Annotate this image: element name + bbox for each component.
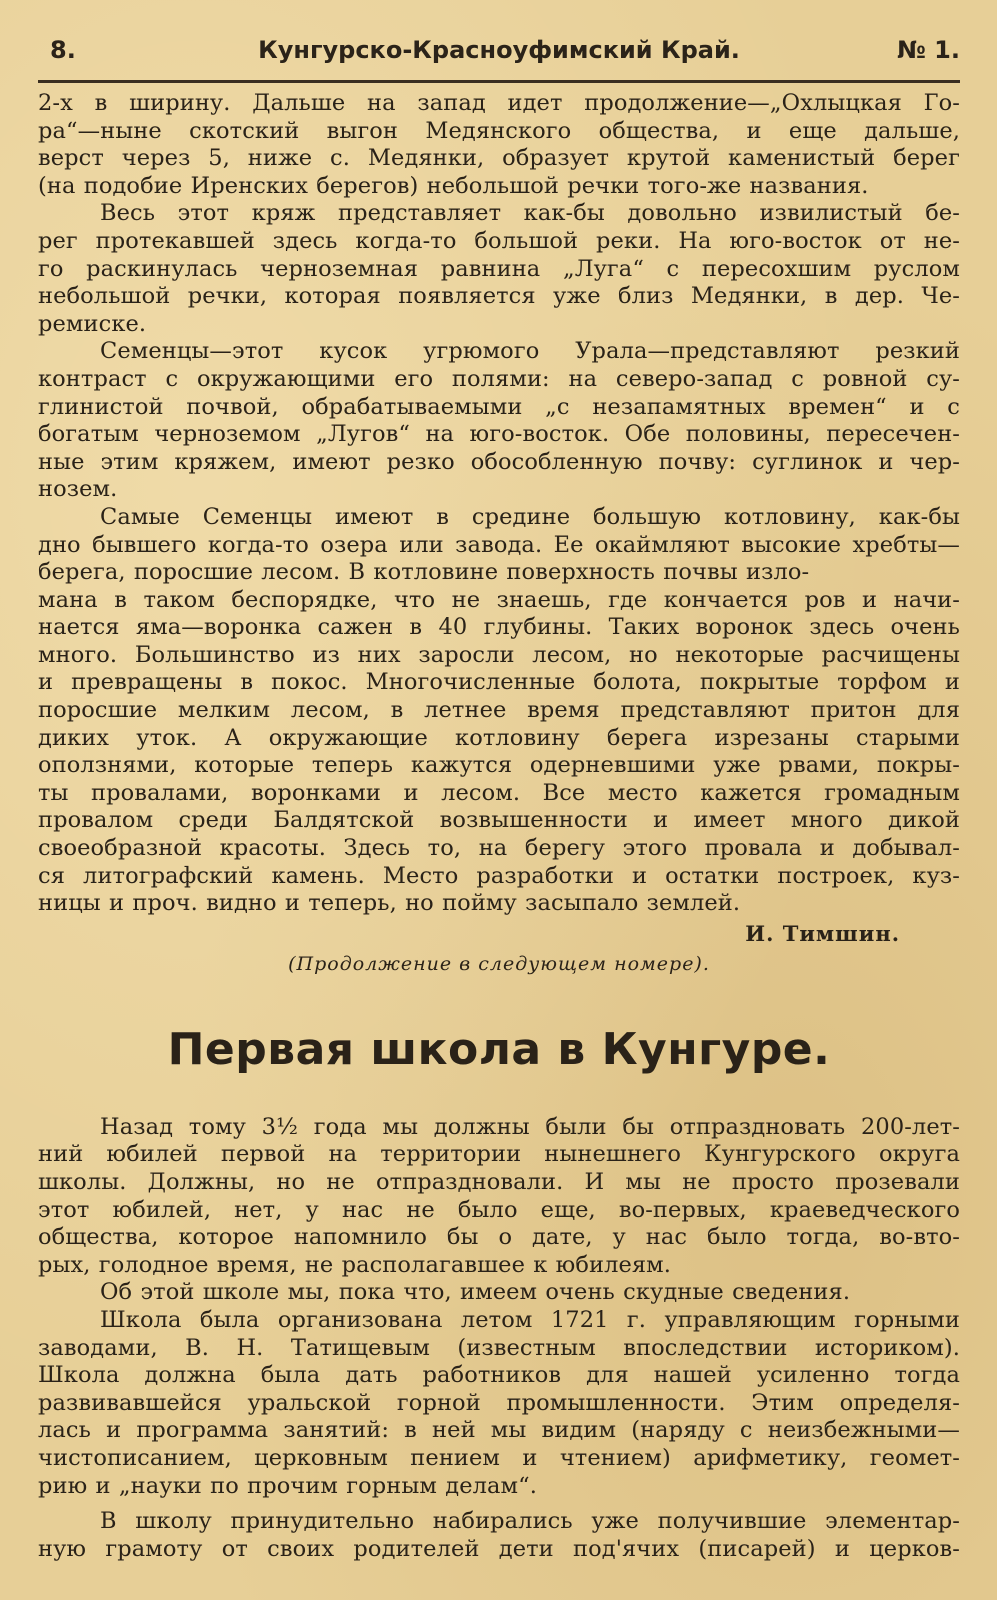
- text-line: ты провалами, воронками и лесом. Все место кажется громадным: [38, 779, 960, 806]
- text-line: мана в таком беспорядке, что не знаешь, где кончается ров и начи-: [38, 586, 960, 613]
- author-signature: И. Тимшин.: [745, 920, 900, 946]
- text-line: ра“—ныне скотский выгон Медянского общества, и еще дальше,: [38, 117, 960, 144]
- text-line: этот юбилей, нет, у нас не было еще, во-первых, краеведческого: [38, 1196, 960, 1223]
- text-line: (на подобие Иренских берегов) небольшой речки того-же названия.: [38, 172, 869, 199]
- text-line: дно бывшего когда-то озера или завода. Ее окаймляют высокие хребты—берега, поросшие лесом. В котловине поверхность почвы изло-: [38, 531, 960, 586]
- text-line: богатым черноземом „Лугов“ на юго-восток. Обе половины, пересечен-: [38, 421, 960, 448]
- text-line: Самые Семенцы имеют в средине большую котловину, как-бы: [100, 503, 960, 530]
- text-line: диких уток. А окружающие котловину берега изрезаны старыми: [38, 724, 960, 751]
- text-line: 2-х в ширину. Дальше на запад идет продолжение—„Охлыцкая Го-: [38, 90, 960, 116]
- text-line: ную грамоту от своих родителей дети под'ячих (писарей) и церков-: [38, 1535, 960, 1562]
- newspaper-page: [38, 22, 960, 1582]
- text-line: провалом среди Балдятской возвышенности и имеет много дикой: [38, 807, 960, 834]
- text-line: развивавшейся уральской горной промышленности. Этим определя-: [38, 1389, 960, 1416]
- article-headline: Первая школа в Кунгуре.: [167, 1023, 831, 1075]
- header-rule: [38, 80, 960, 83]
- text-line: заводами, В. Н. Татищевым (известным впоследствии историком).: [38, 1334, 960, 1361]
- text-line: много. Большинство из них заросли лесом, но некоторые расчищены: [38, 641, 960, 668]
- text-line: и превращены в покос. Многочисленные болота, покрытые торфом и: [38, 669, 960, 696]
- text-line: нается яма—воронка сажен в 40 глубины. Таких воронок здесь очень: [38, 614, 960, 641]
- text-line: чистописанием, церковным пением и чтением) арифметику, геомет-: [38, 1444, 960, 1471]
- text-line: оползнями, которые теперь кажутся одерневшими уже рвами, покры-: [38, 752, 960, 779]
- text-line: лась и программа занятий: в ней мы видим (наряду с неизбежными—: [38, 1417, 960, 1444]
- text-line: поросшие мелким лесом, в летнее время представляют притон для: [38, 697, 960, 724]
- text-line: Весь этот кряж представляет как-бы довольно извилистый бе-: [100, 200, 960, 227]
- text-line: ремиске.: [38, 310, 147, 337]
- text-line: ний юбилей первой на территории нынешнего Кунгурского округа: [38, 1141, 960, 1168]
- paragraph-gap: [38, 1500, 960, 1508]
- text-line: рых, голодное время, не располагавшее к юбилеям.: [38, 1251, 672, 1278]
- text-line: го раскинулась черноземная равнина „Луга“ с пересохшим руслом: [38, 255, 960, 282]
- text-line: Назад тому 3½ года мы должны были бы отпраздновать 200-лет-: [100, 1113, 960, 1140]
- text-line: Школа должна была дать работников для нашей усиленно тогда: [38, 1362, 960, 1389]
- text-line: рию и „науки по прочим горным делам“.: [38, 1472, 537, 1499]
- text-line: Школа была организована летом 1721 г. управляющим горными: [100, 1306, 960, 1333]
- text-line: ся литографский камень. Место разработки и остатки построек, куз-: [38, 862, 960, 889]
- page-number: 8.: [50, 36, 76, 64]
- text-line: глинистой почвой, обрабатываемыми „с незапамятных времен“ и с: [38, 393, 960, 420]
- issue-number: № 1.: [896, 36, 960, 64]
- text-line: нозем.: [38, 476, 118, 503]
- text-line: общества, которое напомнило бы о дате, у нас было тогда, во-вто-: [38, 1224, 960, 1251]
- text-line: своеобразной красоты. Здесь то, на берегу этого провала и добывал-: [38, 835, 960, 862]
- text-line: школы. Должны, но не отпраздновали. И мы не просто прозевали: [38, 1169, 960, 1195]
- text-line: небольшой речки, которая появляется уже близ Медянки, в дер. Че-: [38, 283, 960, 310]
- text-line: ные этим кряжем, имеют резко обособленную почву: суглинок и чер-: [38, 448, 960, 475]
- text-line: Семенцы—этот кусок угрюмого Урала—представляют резкий: [100, 338, 960, 365]
- text-line: контраст с окружающими его полями: на северо-запад с ровной су-: [38, 365, 960, 392]
- text-line: рег протекавшей здесь когда-то большой реки. На юго-восток от не-: [38, 227, 960, 254]
- article-first-school: [38, 1114, 960, 1564]
- page-header: [38, 22, 960, 72]
- text-line: верст через 5, ниже с. Медянки, образует крутой каменистый берег: [38, 145, 960, 172]
- article-continuation: [38, 90, 960, 978]
- text-line: Об этой школе мы, пока что, имеем очень скудные сведения.: [100, 1279, 851, 1306]
- text-line: ницы и проч. видно и теперь, но пойму засыпало землей.: [38, 890, 741, 917]
- page-body: [38, 90, 960, 1563]
- publication-title: Кунгурско-Красноуфимский Край.: [258, 36, 740, 64]
- text-line: В школу принудительно набирались уже получившие элементар-: [100, 1508, 960, 1535]
- continuation-note: (Продолжение в следующем номере).: [288, 952, 710, 975]
